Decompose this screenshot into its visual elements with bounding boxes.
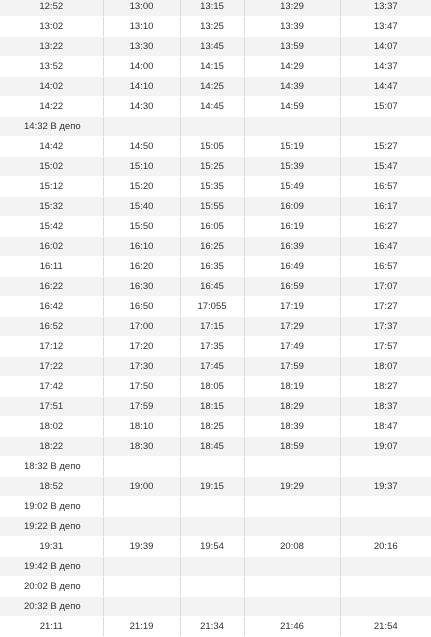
table-row	[0, 237, 431, 257]
table-cell: 19:00	[103, 477, 180, 497]
table-row	[0, 557, 431, 577]
table-cell: 14:39	[244, 77, 340, 97]
table-cell: 14:07	[340, 37, 431, 57]
table-cell: 18:27	[340, 377, 431, 397]
table-cell: 13:15	[180, 0, 244, 17]
table-cell: 16:27	[340, 217, 431, 237]
table-cell: 18:37	[340, 397, 431, 417]
table-cell: 13:59	[244, 37, 340, 57]
table-cell: 17:29	[244, 317, 340, 337]
table-cell: 15:12	[0, 177, 103, 197]
table-cell: 17:59	[244, 357, 340, 377]
table-cell: 16:47	[340, 237, 431, 257]
table-cell: 14:32 В депо	[0, 117, 103, 137]
table-cell: 17:27	[340, 297, 431, 317]
table-cell: 17:15	[180, 317, 244, 337]
table-cell: 15:40	[103, 197, 180, 217]
table-cell: 18:29	[244, 397, 340, 417]
table-cell: 18:52	[0, 477, 103, 497]
table-cell: 15:32	[0, 197, 103, 217]
table-row	[0, 517, 431, 537]
table-cell: 17:07	[340, 277, 431, 297]
table-cell: 16:22	[0, 277, 103, 297]
table-cell: 18:32 В депо	[0, 457, 103, 477]
table-cell: 16:19	[244, 217, 340, 237]
table-cell: 17:35	[180, 337, 244, 357]
table-cell: 18:10	[103, 417, 180, 437]
table-row	[0, 77, 431, 97]
table-row	[0, 17, 431, 37]
table-row	[0, 317, 431, 337]
table-cell	[340, 457, 431, 477]
table-cell: 17:20	[103, 337, 180, 357]
table-cell: 18:45	[180, 437, 244, 457]
table-cell: 15:47	[340, 157, 431, 177]
table-cell: 13:39	[244, 17, 340, 37]
table-cell: 15:10	[103, 157, 180, 177]
table-row	[0, 577, 431, 597]
table-cell: 21:54	[340, 617, 431, 637]
table-cell: 15:07	[340, 97, 431, 117]
table-cell: 16:20	[103, 257, 180, 277]
table-cell: 21:34	[180, 617, 244, 637]
table-row	[0, 597, 431, 617]
table-cell: 19:07	[340, 437, 431, 457]
table-cell: 13:30	[103, 37, 180, 57]
table-cell: 18:19	[244, 377, 340, 397]
table-cell: 14:37	[340, 57, 431, 77]
table-cell: 16:39	[244, 237, 340, 257]
table-cell: 21:11	[0, 617, 103, 637]
table-cell: 19:02 В депо	[0, 497, 103, 517]
table-cell	[340, 117, 431, 137]
table-cell: 15:35	[180, 177, 244, 197]
table-cell: 17:50	[103, 377, 180, 397]
table-cell: 17:37	[340, 317, 431, 337]
table-cell: 16:17	[340, 197, 431, 217]
table-row	[0, 97, 431, 117]
table-cell: 14:30	[103, 97, 180, 117]
table-cell: 14:50	[103, 137, 180, 157]
table-cell: 18:22	[0, 437, 103, 457]
table-cell: 13:45	[180, 37, 244, 57]
table-row	[0, 497, 431, 517]
table-cell: 15:50	[103, 217, 180, 237]
table-cell	[244, 577, 340, 597]
table-cell: 13:10	[103, 17, 180, 37]
table-cell: 18:05	[180, 377, 244, 397]
table-cell: 16:42	[0, 297, 103, 317]
table-cell	[244, 557, 340, 577]
table-row	[0, 437, 431, 457]
table-cell: 14:42	[0, 137, 103, 157]
table-cell: 17:22	[0, 357, 103, 377]
table-cell: 14:15	[180, 57, 244, 77]
table-cell: 18:59	[244, 437, 340, 457]
table-cell: 15:39	[244, 157, 340, 177]
table-cell: 15:27	[340, 137, 431, 157]
table-cell: 15:55	[180, 197, 244, 217]
table-cell: 13:37	[340, 0, 431, 17]
table-cell: 21:46	[244, 617, 340, 637]
table-cell: 17:19	[244, 297, 340, 317]
table-row	[0, 137, 431, 157]
table-cell: 19:15	[180, 477, 244, 497]
table-cell: 17:42	[0, 377, 103, 397]
table-cell: 15:19	[244, 137, 340, 157]
table-cell: 15:20	[103, 177, 180, 197]
table-cell	[244, 597, 340, 617]
table-cell: 14:59	[244, 97, 340, 117]
table-cell: 20:02 В депо	[0, 577, 103, 597]
table-cell: 13:02	[0, 17, 103, 37]
table-cell: 14:00	[103, 57, 180, 77]
table-cell: 15:42	[0, 217, 103, 237]
table-cell: 20:08	[244, 537, 340, 557]
table-row	[0, 157, 431, 177]
table-cell: 18:30	[103, 437, 180, 457]
table-cell	[244, 517, 340, 537]
table-cell: 16:35	[180, 257, 244, 277]
table-row	[0, 217, 431, 237]
table-cell: 14:10	[103, 77, 180, 97]
table-cell: 19:54	[180, 537, 244, 557]
table-cell	[180, 577, 244, 597]
table-cell: 16:09	[244, 197, 340, 217]
table-cell: 17:49	[244, 337, 340, 357]
table-cell	[180, 117, 244, 137]
table-cell: 15:49	[244, 177, 340, 197]
table-cell: 13:00	[103, 0, 180, 17]
table-cell	[180, 517, 244, 537]
table-cell	[340, 557, 431, 577]
table-cell	[180, 457, 244, 477]
table-cell: 17:57	[340, 337, 431, 357]
table-cell: 20:16	[340, 537, 431, 557]
table-cell: 18:25	[180, 417, 244, 437]
table-cell	[340, 497, 431, 517]
table-cell: 17:00	[103, 317, 180, 337]
table-cell: 13:22	[0, 37, 103, 57]
table-cell: 19:31	[0, 537, 103, 557]
table-cell: 18:02	[0, 417, 103, 437]
table-cell: 14:02	[0, 77, 103, 97]
table-cell: 13:52	[0, 57, 103, 77]
table-cell: 20:32 В депо	[0, 597, 103, 617]
table-cell: 17:055	[180, 297, 244, 317]
table-cell: 14:25	[180, 77, 244, 97]
table-cell	[340, 597, 431, 617]
table-row	[0, 357, 431, 377]
table-cell: 17:45	[180, 357, 244, 377]
table-row	[0, 197, 431, 217]
table-cell: 16:11	[0, 257, 103, 277]
table-cell	[103, 497, 180, 517]
table-cell: 16:45	[180, 277, 244, 297]
table-cell: 16:50	[103, 297, 180, 317]
table-cell: 21:19	[103, 617, 180, 637]
table-cell: 18:07	[340, 357, 431, 377]
table-row	[0, 177, 431, 197]
table-cell: 15:02	[0, 157, 103, 177]
table-cell	[103, 577, 180, 597]
table-row	[0, 537, 431, 557]
table-cell: 15:25	[180, 157, 244, 177]
table-cell: 16:57	[340, 177, 431, 197]
table-row	[0, 337, 431, 357]
table-cell: 13:47	[340, 17, 431, 37]
table-cell: 16:25	[180, 237, 244, 257]
table-row	[0, 457, 431, 477]
table-cell: 13:29	[244, 0, 340, 17]
table-row	[0, 397, 431, 417]
table-cell	[103, 517, 180, 537]
table-cell: 13:25	[180, 17, 244, 37]
table-cell: 16:30	[103, 277, 180, 297]
table-cell	[244, 457, 340, 477]
table-row	[0, 417, 431, 437]
table-cell	[340, 577, 431, 597]
table-cell	[180, 557, 244, 577]
table-cell: 16:57	[340, 257, 431, 277]
table-cell: 16:52	[0, 317, 103, 337]
table-row	[0, 257, 431, 277]
table-row	[0, 37, 431, 57]
table-cell: 17:30	[103, 357, 180, 377]
table-cell: 19:42 В депо	[0, 557, 103, 577]
table-cell	[103, 457, 180, 477]
table-cell: 16:59	[244, 277, 340, 297]
table-cell: 16:10	[103, 237, 180, 257]
table-cell	[340, 517, 431, 537]
table-row	[0, 57, 431, 77]
table-cell: 12:52	[0, 0, 103, 17]
table-cell	[180, 497, 244, 517]
table-cell: 16:02	[0, 237, 103, 257]
table-cell: 19:37	[340, 477, 431, 497]
table-cell: 17:51	[0, 397, 103, 417]
table-cell: 14:22	[0, 97, 103, 117]
table-cell	[180, 597, 244, 617]
table-cell	[103, 557, 180, 577]
table-cell: 18:15	[180, 397, 244, 417]
table-row	[0, 297, 431, 317]
table-cell	[103, 117, 180, 137]
table-row	[0, 0, 431, 17]
table-cell: 19:29	[244, 477, 340, 497]
table-cell: 14:45	[180, 97, 244, 117]
table-cell: 18:39	[244, 417, 340, 437]
table-cell: 14:47	[340, 77, 431, 97]
table-cell: 19:22 В депо	[0, 517, 103, 537]
table-cell: 17:12	[0, 337, 103, 357]
table-cell: 17:59	[103, 397, 180, 417]
table-row	[0, 377, 431, 397]
table-row	[0, 617, 431, 637]
table-cell: 14:29	[244, 57, 340, 77]
table-cell: 18:47	[340, 417, 431, 437]
table-row	[0, 477, 431, 497]
table-cell: 16:05	[180, 217, 244, 237]
table-cell: 19:39	[103, 537, 180, 557]
table-row	[0, 117, 431, 137]
table-cell: 16:49	[244, 257, 340, 277]
table-cell: 15:05	[180, 137, 244, 157]
table-row	[0, 277, 431, 297]
table-cell	[244, 117, 340, 137]
table-cell	[244, 497, 340, 517]
table-cell	[103, 597, 180, 617]
